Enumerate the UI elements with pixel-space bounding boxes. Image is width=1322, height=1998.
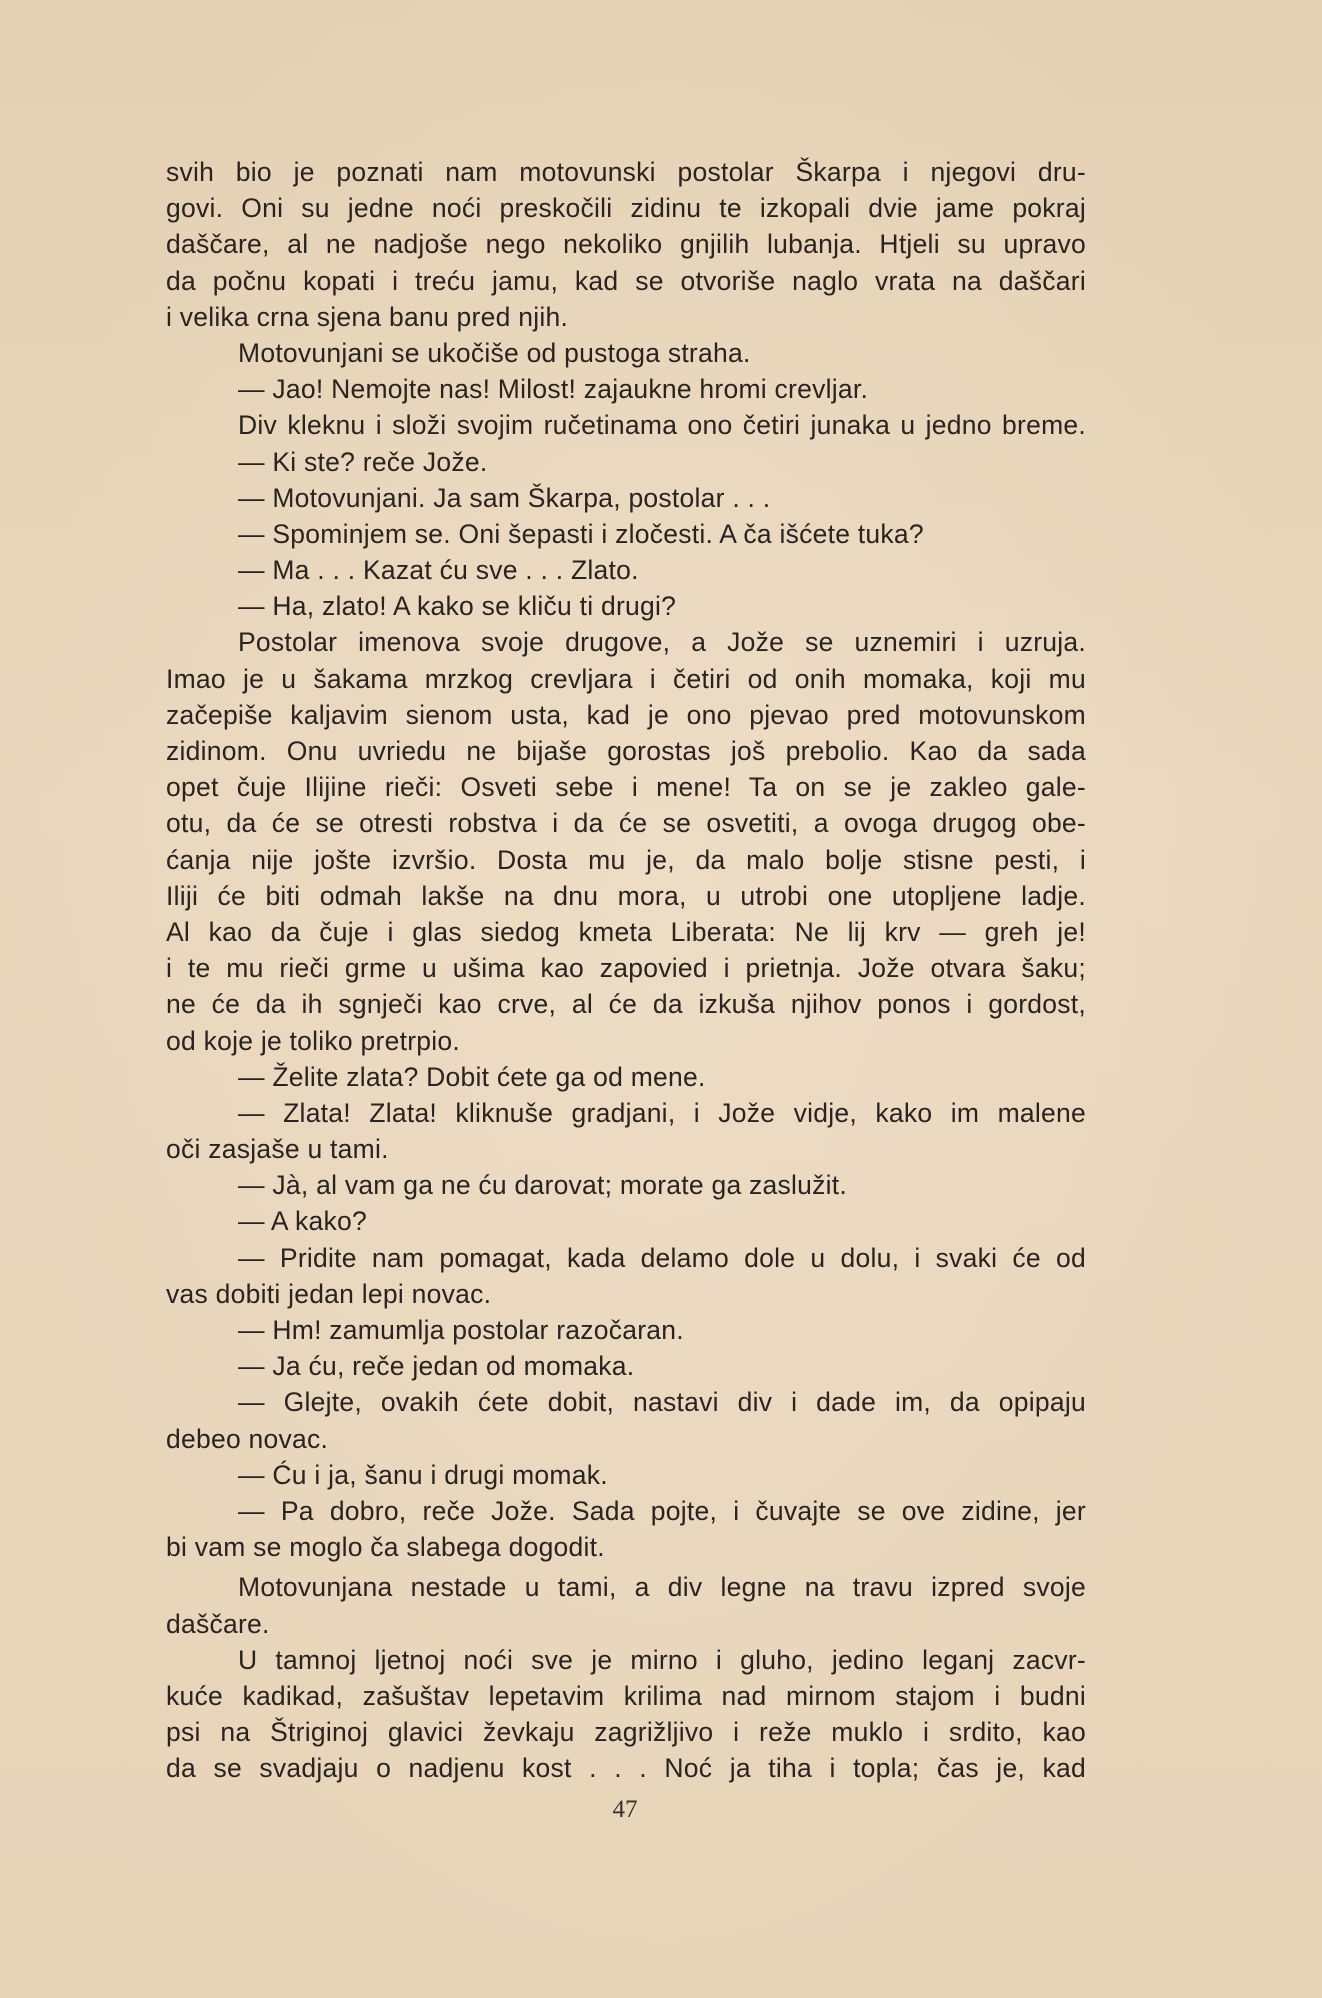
text-line: od koje je toliko pretrpio. bbox=[166, 1025, 460, 1056]
text-line: — Ću i ja, šanu i drugi momak. bbox=[238, 1459, 608, 1490]
text-line: i velika crna sjena banu pred njih. bbox=[166, 301, 569, 332]
text-line: — Ja ću, reče jedan od momaka. bbox=[238, 1351, 635, 1382]
text-line: opet čuje Ilijine rieči: Osveti sebe i mene! Ta on se je zakleo gale- bbox=[166, 772, 1086, 803]
text-line: — Ki ste? reče Jože. bbox=[238, 446, 488, 477]
text-line: oči zasjaše u tami. bbox=[166, 1134, 389, 1165]
text-line: — Glejte, ovakih ćete dobit, nastavi div i dade im, da opipaju bbox=[238, 1387, 1086, 1418]
text-line: ćanja nije jošte izvršio. Dosta mu je, da malo bolje stisne pesti, i bbox=[166, 844, 1086, 875]
text-line: daščare, al ne nadjoše nego nekoliko gnjilih lubanja. Htjeli su upravo bbox=[166, 229, 1086, 260]
text-line: bi vam se moglo ča slabega dogodit. bbox=[166, 1532, 605, 1563]
text-line: Imao je u šakama mrzkog crevljara i četiri od onih momaka, koji mu bbox=[166, 663, 1086, 694]
text-line: — Pa dobro, reče Jože. Sada pojte, i čuvajte se ove zidine, jer bbox=[238, 1495, 1086, 1526]
text-line: debeo novac. bbox=[166, 1423, 329, 1454]
text-line: — Jà, al vam ga ne ću darovat; morate ga zaslužit. bbox=[238, 1170, 848, 1201]
text-line: Div kleknu i složi svojim ručetinama ono četiri junaka u jedno breme. bbox=[238, 410, 1086, 441]
text-line: — Jao! Nemojte nas! Milost! zajaukne hromi crevljar. bbox=[238, 374, 869, 405]
text-line: — Ha, zlato! A kako se kliču ti drugi? bbox=[238, 591, 677, 622]
text-line: Motovunjani se ukočiše od pustoga straha. bbox=[238, 337, 751, 368]
text-line: psi na Štriginoj glavici ževkaju zagrižljivo i reže muklo i srdito, kao bbox=[166, 1717, 1086, 1748]
text-line: — A kako? bbox=[238, 1206, 367, 1237]
text-line: Motovunjana nestade u tami, a div legne na travu izpred svoje bbox=[238, 1572, 1086, 1603]
text-line: otu, da će se otresti robstva i da će se osvetiti, a ovoga drugog obe- bbox=[166, 808, 1086, 839]
text-line: da se svadjaju o nadjenu kost . . . Noć ja tiha i topla; čas je, kad bbox=[166, 1753, 1086, 1784]
page-number: 47 bbox=[612, 1796, 638, 1823]
text-line: vas dobiti jedan lepi novac. bbox=[166, 1278, 492, 1309]
text-line: — Motovunjani. Ja sam Škarpa, postolar . . . bbox=[238, 482, 771, 513]
text-line: daščare. bbox=[166, 1608, 270, 1639]
text-line: svih bio je poznati nam motovunski postolar Škarpa i njegovi dru- bbox=[166, 157, 1086, 187]
text-line: Al kao da čuje i glas siedog kmeta Liberata: Ne lij krv — greh je! bbox=[166, 916, 1086, 947]
text-line: — Hm! zamumlja postolar razočaran. bbox=[238, 1315, 684, 1345]
text-line: U tamnoj ljetnoj noći sve je mirno i gluho, jedino leganj zacvr- bbox=[238, 1644, 1086, 1675]
text-line: i te mu rieči grme u ušima kao zapovied i prietnja. Jože otvara šaku; bbox=[166, 953, 1086, 984]
text-line: — Ma . . . Kazat ću sve . . . Zlato. bbox=[238, 555, 639, 586]
text-line: Postolar imenova svoje drugove, a Jože se uznemiri i uzruja. bbox=[238, 627, 1086, 658]
text-line: — Zlata! Zlata! kliknuše gradjani, i Jože vidje, kako im malene bbox=[238, 1097, 1086, 1128]
text-line: da počnu kopati i treću jamu, kad se otvoriše naglo vrata na daščari bbox=[166, 265, 1086, 296]
text-line: začepiše kaljavim sienom usta, kad je ono pjevao pred motovunskom bbox=[166, 699, 1086, 730]
text-line: — Želite zlata? Dobit ćete ga od mene. bbox=[238, 1061, 706, 1092]
text-line: zidinom. Onu uvriedu ne bijaše gorostas još prebolio. Kao da sada bbox=[166, 736, 1086, 766]
text-line: — Spominjem se. Oni šepasti i zločesti. A ča išćete tuka? bbox=[238, 518, 924, 549]
page-text bbox=[166, 154, 1086, 1786]
text-line: ne će da ih sgnječi kao crve, al će da izkuša njihov ponos i gordost, bbox=[166, 989, 1086, 1020]
text-line: — Pridite nam pomagat, kada delamo dole u dolu, i svaki će od bbox=[238, 1242, 1086, 1273]
text-line: kuće kadikad, zašuštav lepetavim krilima nad mirnom stajom i budni bbox=[166, 1680, 1086, 1711]
text-line: Iliji će biti odmah lakše na dnu mora, u utrobi one utopljene ladje. bbox=[166, 880, 1086, 911]
text-line: govi. Oni su jedne noći preskočili zidinu te izkopali dvie jame pokraj bbox=[166, 193, 1086, 224]
